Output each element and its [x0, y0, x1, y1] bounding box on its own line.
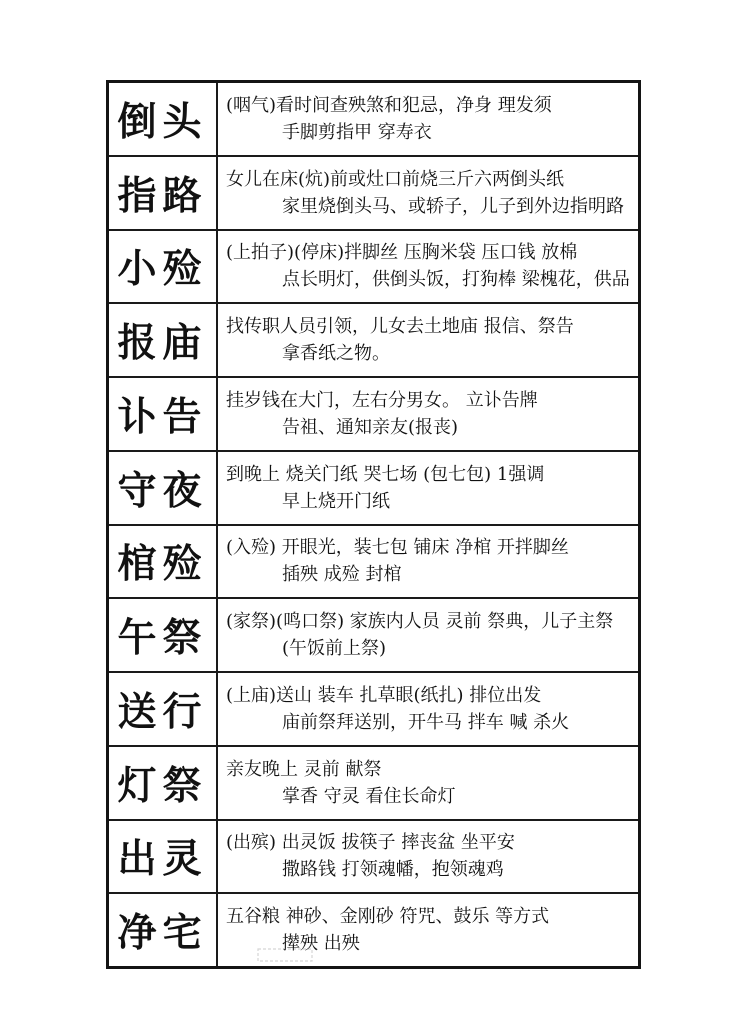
customs-table — [106, 80, 641, 969]
rite-description — [218, 747, 638, 819]
description-line: 亲友晚上 灵前 献祭 — [226, 758, 382, 780]
rite-term: 出灵 — [109, 821, 218, 893]
stamp-mark — [256, 946, 314, 964]
description-line: (咽气)看时间查殃煞和犯忌，净身 理发须 — [226, 94, 552, 116]
description-line: (出殡) 出灵饭 拔筷子 摔丧盆 坐平安 — [226, 832, 515, 854]
table-row — [109, 894, 638, 966]
description-line: 五谷粮 神砂、金刚砂 符咒、鼓乐 等方式 — [226, 906, 550, 928]
description-line: 告祖、通知亲友(报丧) — [282, 416, 459, 438]
table-row — [109, 821, 638, 895]
description-line: (上拍子)(停床)拌脚丝 压胸米袋 压口钱 放棉 — [226, 242, 578, 264]
description-line: 拿香纸之物。 — [282, 343, 390, 365]
description-line: (上庙)送山 装车 扎草眼(纸扎) 排位出发 — [226, 684, 542, 706]
description-line: 早上烧开门纸 — [282, 490, 390, 512]
table-row — [109, 157, 638, 231]
description-line: 挂岁钱在大门，左右分男女。 立讣告牌 — [226, 389, 538, 411]
rite-term: 讣告 — [109, 378, 218, 450]
rite-description — [218, 157, 638, 229]
rite-description — [218, 821, 638, 893]
description-line: 到晚上 烧关门纸 哭七场 (包七包) 1强调 — [226, 463, 545, 485]
description-line: 掌香 守灵 看住长命灯 — [282, 785, 456, 807]
table-row — [109, 231, 638, 305]
description-line: (入殓) 开眼光，装七包 铺床 净棺 开拌脚丝 — [226, 537, 569, 559]
description-line: (午饭前上祭) — [282, 638, 387, 660]
rite-description — [218, 231, 638, 303]
rite-description — [218, 526, 638, 598]
rite-term: 灯祭 — [109, 747, 218, 819]
rite-term: 倒头 — [109, 83, 218, 155]
description-line: 庙前祭拜送别，开牛马 拌车 喊 杀火 — [282, 711, 570, 733]
table-row — [109, 452, 638, 526]
rite-description — [218, 378, 638, 450]
rite-term: 送行 — [109, 673, 218, 745]
table-row — [109, 83, 638, 157]
table-row — [109, 747, 638, 821]
description-line: 手脚剪指甲 穿寿衣 — [282, 121, 432, 143]
rite-term: 指路 — [109, 157, 218, 229]
rite-description — [218, 673, 638, 745]
description-line: 家里烧倒头马、或轿子，儿子到外边指明路 — [282, 195, 624, 217]
rite-term: 午祭 — [109, 599, 218, 671]
rite-term: 净宅 — [109, 894, 218, 966]
rite-term: 小殓 — [109, 231, 218, 303]
table-row — [109, 673, 638, 747]
rite-description — [218, 83, 638, 155]
rite-description — [218, 599, 638, 671]
table-row — [109, 304, 638, 378]
table-row — [109, 526, 638, 600]
rite-description — [218, 452, 638, 524]
description-line: 女儿在床(炕)前或灶口前烧三斤六两倒头纸 — [226, 168, 565, 190]
rite-term: 报庙 — [109, 304, 218, 376]
table-row — [109, 378, 638, 452]
description-line: 撵殃 出殃 — [282, 933, 360, 955]
description-line: 撒路钱 打领魂幡，抱领魂鸡 — [282, 859, 504, 881]
description-line: 点长明灯，供倒头饭，打狗棒 梁槐花，供品 — [282, 269, 630, 291]
table-row — [109, 599, 638, 673]
description-line: 找传职人员引领，儿女去土地庙 报信、祭告 — [226, 316, 574, 338]
rite-description — [218, 304, 638, 376]
description-line: (家祭)(鸣口祭) 家族内人员 灵前 祭典，儿子主祭 — [226, 611, 614, 633]
rite-term: 守夜 — [109, 452, 218, 524]
description-line: 插殃 成殓 封棺 — [282, 564, 402, 586]
rite-term: 棺殓 — [109, 526, 218, 598]
